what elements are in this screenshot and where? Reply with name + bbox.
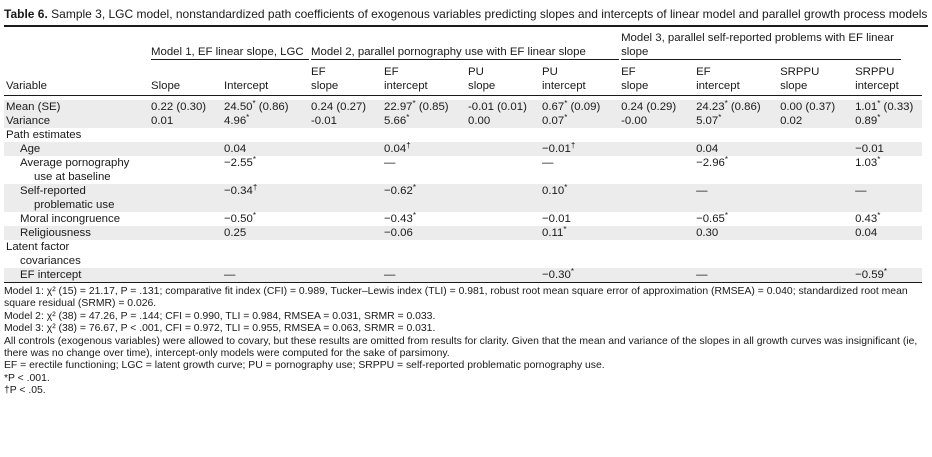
- table-cell: [309, 142, 382, 156]
- row-label: EF intercept: [4, 268, 149, 283]
- table-cell: 0.30: [694, 226, 778, 240]
- table-cell: [778, 142, 853, 156]
- row-label: Mean (SE): [4, 100, 149, 114]
- note-line: Model 2: χ² (38) = 47.26, P = .144; CFI = 0.990, TLI = 0.984, RMSEA = 0.031, SRMR = 0.033.: [4, 310, 436, 322]
- table-title: [4, 7, 928, 22]
- row-label: Self-reported problematic use: [4, 184, 149, 212]
- table-cell: -0.00: [619, 114, 694, 128]
- table-row: [4, 226, 922, 240]
- table-cell: [466, 184, 540, 212]
- table-cell: [382, 240, 466, 268]
- table-cell: -0.01: [309, 114, 382, 128]
- table-cell: 5.66*: [382, 114, 466, 128]
- table-row: [4, 142, 922, 156]
- table-cell: —: [853, 184, 922, 212]
- table-cell: [149, 156, 222, 184]
- table-cell: -0.01 (0.01): [466, 100, 540, 114]
- row-label: Average pornography use at baseline: [20, 157, 130, 183]
- table-cell: [222, 128, 309, 142]
- table-cell: 0.89*: [853, 114, 922, 128]
- table-cell: 0.00: [466, 114, 540, 128]
- table-cell: [149, 268, 222, 283]
- column-header-1: Slope: [149, 62, 222, 96]
- table-cell: −0.50*: [224, 211, 256, 225]
- table-row: [4, 156, 922, 184]
- table-cell: [778, 184, 853, 212]
- table-row: [4, 212, 922, 226]
- table-label: Table 6.: [4, 7, 48, 21]
- table-row: [4, 268, 922, 283]
- table-cell: 0.00 (0.37): [778, 100, 853, 114]
- table-cell: −0.01†: [540, 142, 619, 156]
- note-line: †P < .05.: [4, 385, 46, 397]
- column-header-3: EF slope: [309, 62, 382, 96]
- table-cell: 0.11*: [540, 226, 619, 240]
- table-cell: [222, 240, 309, 268]
- column-header-5: PU slope: [466, 62, 540, 96]
- group-header-blank: [4, 27, 149, 62]
- group-model2: Model 2, parallel pornography use with EF linear slope: [309, 27, 619, 62]
- table-cell: [309, 268, 382, 283]
- table-cell: [778, 156, 853, 184]
- table-cell: [694, 128, 778, 142]
- group-header-row: [4, 27, 922, 62]
- table-row: [4, 240, 922, 268]
- table-cell: [466, 212, 540, 226]
- column-header-0: Variable: [4, 62, 149, 96]
- row-label: Latent factor covariances: [6, 241, 81, 267]
- table-cell: [149, 226, 222, 240]
- column-header-6: PU intercept: [540, 62, 619, 96]
- table-cell: [309, 240, 382, 268]
- table-row: [4, 114, 922, 128]
- table-cell: 0.24 (0.29): [619, 100, 694, 114]
- table-cell: 1.01* (0.33): [853, 100, 922, 114]
- table-cell: [466, 142, 540, 156]
- table-cell: −0.65*: [696, 211, 729, 225]
- table-cell: [778, 128, 853, 142]
- column-header-row: [4, 62, 922, 96]
- table-cell: 0.01: [149, 114, 222, 128]
- table-cell: [619, 240, 694, 268]
- table-cell: −2.96*: [696, 155, 729, 169]
- table-row: [4, 184, 922, 212]
- table-cell: [619, 184, 694, 212]
- table-cell: −0.62*: [382, 184, 466, 212]
- table-figure: [4, 0, 928, 398]
- column-header-2: Intercept: [222, 62, 309, 96]
- table-cell: [778, 268, 853, 283]
- note-line: Model 3: χ² (38) = 76.67, P < .001, CFI = 0.972, TLI = 0.955, RMSEA = 0.063, SRMR = 0.031.: [4, 323, 436, 335]
- table-cell: [778, 212, 853, 226]
- table-cell: [619, 142, 694, 156]
- table-cell: [619, 156, 694, 184]
- table-cell: [540, 128, 619, 142]
- table-cell: 0.04: [853, 226, 922, 240]
- table-cell: [149, 128, 222, 142]
- table-cell: 24.23* (0.86): [694, 100, 778, 114]
- table-cell: 5.07*: [694, 114, 778, 128]
- table-cell: −0.30*: [540, 268, 619, 283]
- table-cell: 0.10*: [540, 184, 619, 212]
- table-cell: 0.04: [694, 142, 778, 156]
- note-line: *P < .001.: [4, 372, 50, 384]
- table-cell: [466, 226, 540, 240]
- row-label: Age: [4, 142, 149, 156]
- table-cell: —: [222, 268, 309, 283]
- table-cell: [619, 226, 694, 240]
- table-cell: −0.06: [382, 226, 466, 240]
- table-cell: [466, 156, 540, 184]
- table-row: [4, 128, 922, 142]
- table-cell: [309, 156, 382, 184]
- note-line: EF = erectile functioning; LGC = latent growth curve; PU = pornography use; SRPPU = self-reported problematic pornography use.: [4, 360, 605, 372]
- table-cell: —: [542, 157, 554, 169]
- table-cell: [694, 240, 778, 268]
- table-cell: −0.34†: [222, 184, 309, 212]
- table-cell: [466, 268, 540, 283]
- table-cell: −0.59*: [853, 268, 922, 283]
- table-cell: [853, 240, 922, 268]
- table-cell: 4.96*: [222, 114, 309, 128]
- table-cell: 0.22 (0.30): [149, 100, 222, 114]
- table-cell: −2.55*: [224, 155, 256, 169]
- table-cell: —: [694, 184, 778, 212]
- table-cell: [309, 212, 382, 226]
- table-cell: [466, 240, 540, 268]
- table-cell: [309, 226, 382, 240]
- results-table: [4, 27, 922, 283]
- table-cell: [619, 212, 694, 226]
- table-cell: 0.02: [778, 114, 853, 128]
- table-cell: [382, 128, 466, 142]
- table-cell: [778, 226, 853, 240]
- column-header-7: EF slope: [619, 62, 694, 96]
- table-row: [4, 100, 922, 114]
- note-line: Model 1: χ² (15) = 21.17, P = .131; comparative fit index (CFI) = 0.989, Tucker–Lewis index (TLI) = 0.981, robust root mean square error of approximation (RMSEA) = 0.040; standardized root mean square residual (SRMR) = 0.026.: [4, 286, 908, 310]
- row-label: Path estimates: [6, 129, 82, 141]
- table-cell: 1.03*: [855, 155, 881, 169]
- table-cell: 0.07*: [540, 114, 619, 128]
- table-cell: 24.50* (0.86): [222, 100, 309, 114]
- table-cell: 0.67* (0.09): [540, 100, 619, 114]
- table-cell: [540, 240, 619, 268]
- table-cell: −0.01: [542, 213, 571, 225]
- group-model1: Model 1, EF linear slope, LGC: [149, 27, 309, 62]
- table-cell: 0.43*: [855, 211, 881, 225]
- table-cell: −0.43*: [384, 211, 416, 225]
- table-cell: [778, 240, 853, 268]
- table-cell: —: [384, 157, 396, 169]
- row-label: Moral incongruence: [20, 213, 121, 225]
- table-notes: [4, 286, 924, 398]
- note-line: All controls (exogenous variables) were allowed to covary, but these results are omitted from results for clarity. Given that the mean and variance of the slopes in all growth curves was insignificant (ie, there was no change over time), intercept-only models were computed for the sake of parsimony.: [4, 335, 918, 360]
- row-label: Variance: [4, 114, 149, 128]
- table-cell: [149, 212, 222, 226]
- table-cell: 0.04†: [382, 142, 466, 156]
- table-cell: —: [382, 268, 466, 283]
- table-cell: [619, 268, 694, 283]
- column-header-9: SRPPU slope: [778, 62, 853, 96]
- table-cell: −0.01: [853, 142, 922, 156]
- table-cell: [466, 128, 540, 142]
- table-cell: [619, 128, 694, 142]
- table-cell: 0.24 (0.27): [309, 100, 382, 114]
- table-cell: 0.04: [222, 142, 309, 156]
- table-cell: 22.97* (0.85): [382, 100, 466, 114]
- column-header-4: EF intercept: [382, 62, 466, 96]
- table-cell: [149, 142, 222, 156]
- column-header-8: EF intercept: [694, 62, 778, 96]
- table-cell: [309, 128, 382, 142]
- table-caption: Sample 3, LGC model, nonstandardized path coefficients of exogenous variables predicting slopes and intercepts of linear model and parallel growth process models: [51, 7, 928, 21]
- group-model3: Model 3, parallel self-reported problems with EF linear slope: [619, 27, 922, 62]
- table-cell: [149, 240, 222, 268]
- table-cell: 0.25: [222, 226, 309, 240]
- table-cell: [149, 184, 222, 212]
- table-cell: [853, 128, 922, 142]
- column-header-10: SRPPU intercept: [853, 62, 922, 96]
- table-cell: [309, 184, 382, 212]
- table-cell: —: [694, 268, 778, 283]
- row-label: Religiousness: [4, 226, 149, 240]
